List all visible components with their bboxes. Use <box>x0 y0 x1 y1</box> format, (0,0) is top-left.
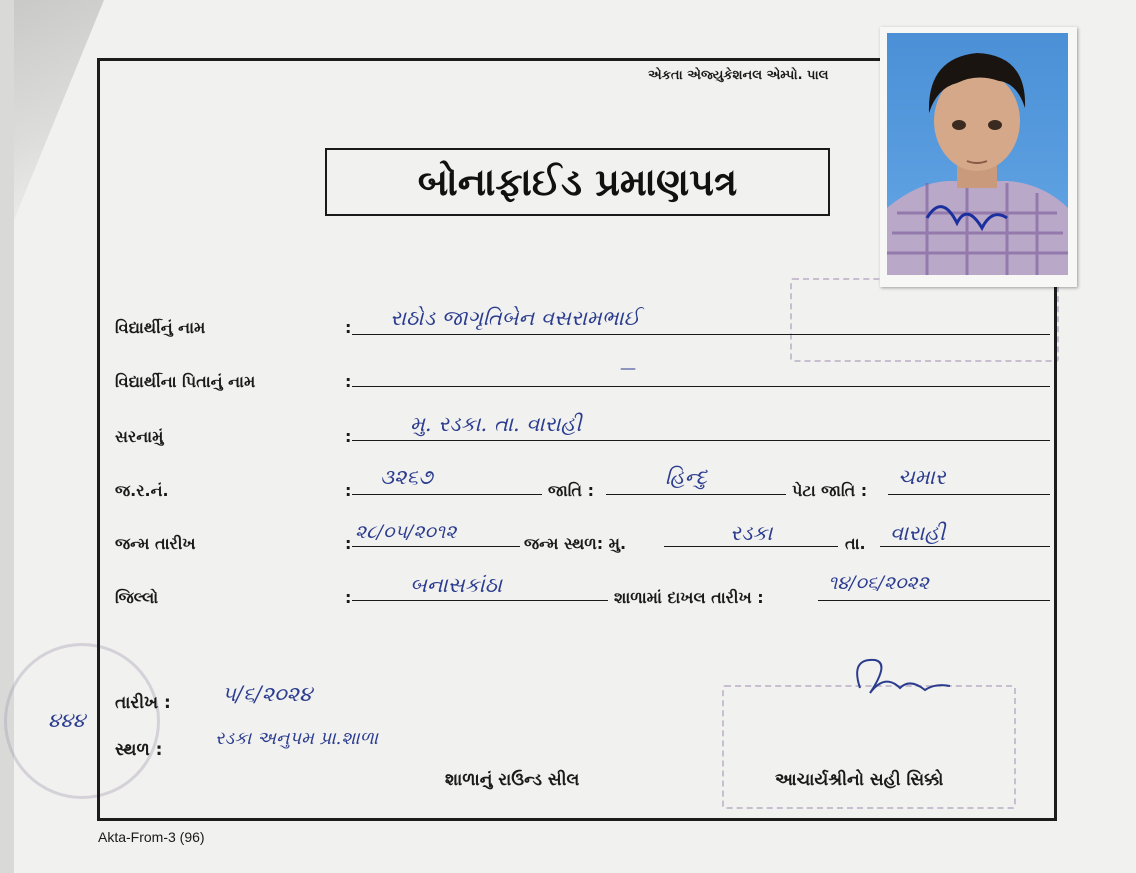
principal-signature <box>840 648 960 708</box>
admission-date-line <box>818 600 1050 601</box>
caste-value: હિન્દુ <box>665 465 707 489</box>
photo-image <box>887 33 1068 275</box>
student-photo <box>880 27 1077 287</box>
caste-line <box>606 494 786 495</box>
gr-no-colon: : <box>345 481 352 500</box>
district-line <box>352 600 608 601</box>
student-name-colon: : <box>345 318 352 337</box>
birthplace-value: રડકા <box>730 521 773 545</box>
father-name-line <box>352 386 1050 387</box>
paper-fold-shadow <box>14 0 104 220</box>
dob-value: ૨૮/૦૫/૨૦૧૨ <box>355 521 457 543</box>
dob-colon: : <box>345 534 352 553</box>
sign-label: આચાર્યશ્રીનો સહી સિક્કો <box>775 770 944 790</box>
taluka-value: વારાહી <box>890 521 946 545</box>
subcaste-label: પેટા જાતિ : <box>792 481 868 500</box>
title-text: બોનાફાઈડ પ્રમાણપત્ર <box>417 159 738 204</box>
gr-no-value: ૩૨૬૭ <box>380 465 433 489</box>
father-name-colon: : <box>345 372 352 391</box>
birthplace-line <box>664 546 838 547</box>
certificate-title <box>325 148 830 216</box>
place-label: સ્થળ : <box>115 740 163 760</box>
student-photo-icon <box>887 33 1068 275</box>
subcaste-line <box>888 494 1050 495</box>
address-line <box>352 440 1050 441</box>
taluka-line <box>880 546 1050 547</box>
address-value: મુ. રડકા. તા. વારાહી <box>410 412 582 436</box>
taluka-label: તા. <box>845 534 866 553</box>
district-colon: : <box>345 588 352 607</box>
date-label: તારીખ : <box>115 693 171 713</box>
publisher-name: એકતા એજ્યુકેશનલ એમ્પો. પાલ <box>648 68 829 83</box>
district-label: જિલ્લો <box>115 588 159 607</box>
place-value: રડકા અનુપમ પ્રા.શાળા <box>215 728 379 749</box>
form-number: Akta-From-3 (96) <box>98 829 205 845</box>
student-name-line <box>352 334 1050 335</box>
gr-no-label: જ.ર.નં. <box>115 481 169 500</box>
subcaste-value: ચમાર <box>898 465 946 489</box>
admission-date-value: ૧૪/૦૬/૨૦૨૨ <box>828 572 929 594</box>
gr-no-line <box>352 494 542 495</box>
birthplace-label: જન્મ સ્થળ: મુ. <box>524 534 627 553</box>
district-value: બનાસકાંઠા <box>410 573 503 597</box>
seal-label: શાળાનું રાઉન્ડ સીલ <box>445 770 580 790</box>
dob-label: જન્મ તારીખ <box>115 534 196 553</box>
address-colon: : <box>345 427 352 446</box>
dob-line <box>352 546 520 547</box>
address-label: સરનામું <box>115 427 164 446</box>
father-name-value: — <box>620 358 636 377</box>
admission-date-label: શાળામાં દાખલ તારીખ : <box>614 588 764 607</box>
date-value: ૫/૬/૨૦૨૪ <box>222 682 313 706</box>
father-name-label: વિદ્યાર્થીના પિતાનું નામ <box>115 372 256 391</box>
student-name-value: રાઠોડ જાગૃતિબેન વસરામભાઈ <box>390 306 640 330</box>
margin-note: ૪૪૪ <box>48 708 86 732</box>
student-name-label: વિદ્યાર્થીનું નામ <box>115 318 206 337</box>
caste-label: જાતિ : <box>548 481 594 500</box>
